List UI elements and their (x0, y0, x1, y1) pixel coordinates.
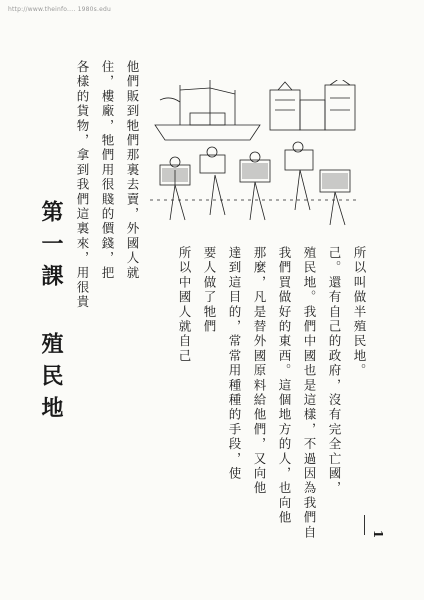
text-column: 所以叫做半殖民地。 (352, 246, 367, 379)
lesson-title: 第一課 殖民地 (38, 200, 64, 428)
text-column: 那麼，凡是替外國原料給他們，又向他 (252, 246, 267, 496)
text-column: 己。還有自己的政府，沒有完全亡國， (327, 246, 342, 496)
text-column: 我們買做好的東西。這個地方的人，也向他 (277, 246, 292, 526)
text-column: 他們販到牠們那裏去賣，外國人就 (125, 60, 140, 281)
text-column: 住，樓廠，牠們用很賤的價錢，把 (100, 60, 115, 281)
page-number: 1 (371, 529, 386, 539)
text-column: 要人做了牠們 (202, 246, 217, 335)
text-column: 達到這目的，常常用種種的手段，使 (227, 246, 242, 482)
harbor-illustration (150, 80, 360, 230)
text-column: 所以中國人就自己 (177, 246, 192, 364)
page-number-rule (364, 515, 365, 535)
text-column: 各樣的貨物，拿到我們這裏來，用很貴 (75, 60, 90, 310)
text-column: 殖民地。我們中國也是這樣，不過因為我們自 (302, 246, 317, 540)
scan-watermark-stamp: http://www.theinfo.... 1980s.edu (8, 6, 111, 13)
